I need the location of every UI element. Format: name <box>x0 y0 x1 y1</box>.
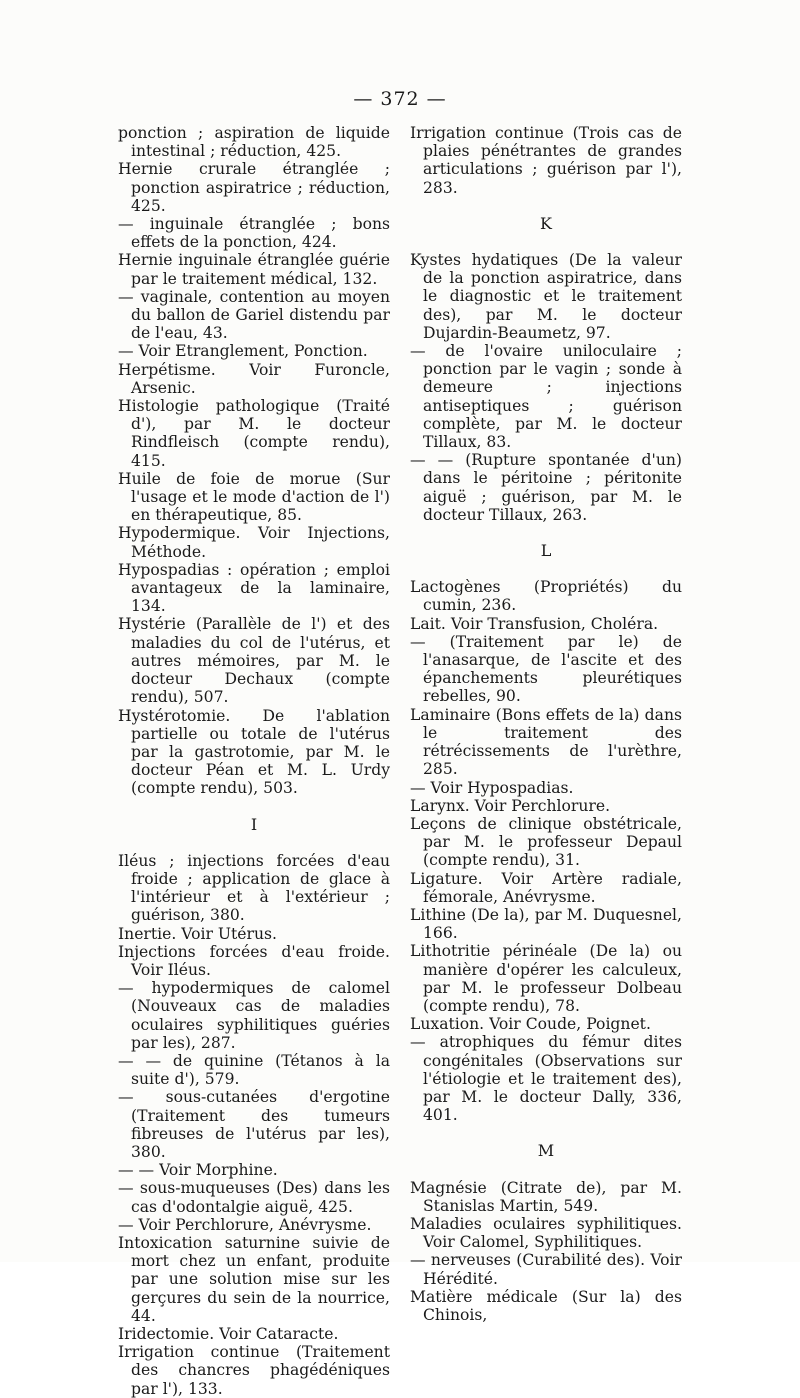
index-entry: Lithotritie périnéale (De la) ou manière d'opérer les calculeux, par M. le professeur Dolbeau (compte rendu), 78. <box>410 942 682 1015</box>
page-number: — 372 — <box>353 88 447 110</box>
index-entry: Lactogènes (Propriétés) du cumin, 236. <box>410 578 682 615</box>
section-letter-m: M <box>537 1141 555 1161</box>
index-entry: ponction ; aspiration de liquide intestinal ; réduction, 425. <box>118 124 390 161</box>
index-entry: Hystérotomie. De l'ablation partielle ou totale de l'utérus par la gastrotomie, par M. le docteur Péan et M. L. Urdy (compte rendu), 503. <box>118 706 390 798</box>
index-entry: Hernie crurale étranglée ; ponction aspiratrice ; réduction, 425. <box>118 160 390 215</box>
index-entry: Lait. Voir Transfusion, Choléra. <box>410 614 659 633</box>
index-entry: — Voir Perchlorure, Anévrysme. <box>118 1215 372 1234</box>
index-entry: — — (Rupture spontanée d'un) dans le péritoine ; péritonite aiguë ; guérison, par M. le docteur Tillaux, 263. <box>410 451 682 524</box>
index-entry: Kystes hydatiques (De la valeur de la ponction aspiratrice, dans le diagnostic et le traitement des), par M. le docteur Dujardin-Beaumetz, 97. <box>410 251 682 342</box>
index-entry: — (Traitement par le) de l'anasarque, de l'ascite et des épanchements pleurétiques rebelles, 90. <box>410 632 682 706</box>
entries-l-group <box>410 578 682 1124</box>
index-entry: Luxation. Voir Coude, Poignet. <box>410 1015 651 1034</box>
left-column <box>118 124 390 1398</box>
index-entry: Lithine (De la), par M. Duquesnel, 166. <box>410 905 682 943</box>
entries-i-group <box>118 852 390 1398</box>
entries-k-group <box>410 251 682 524</box>
index-entry: Hystérie (Parallèle de l') et des maladies du col de l'utérus, et autres mémoires, par M. le docteur Dechaux (compte rendu), 507. <box>118 615 390 707</box>
index-entry: — inguinale étranglée ; bons effets de la ponction, 424. <box>118 215 390 252</box>
index-entry: Inertie. Voir Utérus. <box>118 924 277 943</box>
index-entry: Hypospadias : opération ; emploi avantageux de la laminaire, 134. <box>118 560 390 616</box>
index-entry: — vaginale, contention au moyen du ballon de Gariel distendu par de l'eau, 43. <box>118 287 390 343</box>
index-entry: — sous-muqueuses (Des) dans les cas d'odontalgie aiguë, 425. <box>118 1179 390 1216</box>
index-entry: Hypodermique. Voir Injections, Méthode. <box>118 524 390 561</box>
section-letter-k: K <box>540 213 552 233</box>
index-entry: — nerveuses (Curabilité des). Voir Hérédité. <box>410 1251 682 1288</box>
index-entry: Laminaire (Bons effets de la) dans le traitement des rétrécissements de l'urèthre, 285. <box>410 705 682 779</box>
index-entry: — — de quinine (Tétanos à la suite d'), 579. <box>118 1051 390 1089</box>
index-entry: Iridectomie. Voir Cataracte. <box>118 1325 339 1343</box>
index-entry: Leçons de clinique obstétricale, par M. le professeur Depaul (compte rendu), 31. <box>410 814 682 870</box>
index-entry: — atrophiques du fémur dites congénitales (Observations sur l'étiologie et le traitement des), par M. le docteur Dally, 336, 401. <box>410 1033 682 1125</box>
index-entry: — sous-cutanées d'ergotine (Traitement des tumeurs fibreuses de l'utérus par les), 380. <box>118 1088 390 1161</box>
entries-top-group <box>410 124 682 197</box>
index-entry: Herpétisme. Voir Furoncle, Arsenic. <box>118 360 390 397</box>
index-entry: — Voir Hypospadias. <box>410 778 574 797</box>
index-entry: Ligature. Voir Artère radiale, fémorale, Anévrysme. <box>410 869 682 906</box>
index-entry: Magnésie (Citrate de), par M. Stanislas Martin, 549. <box>410 1178 682 1215</box>
index-entry: Irrigation continue (Traitement des chancres phagédéniques par l'), 133. <box>118 1343 390 1398</box>
section-letter-i: I <box>250 814 258 834</box>
index-entry: — de l'ovaire uniloculaire ; ponction par le vagin ; sonde à demeure ; injections antiseptiques ; guérison complète, par M. le docteur Tillaux, 83. <box>410 342 682 452</box>
index-entry: Larynx. Voir Perchlorure. <box>410 796 611 815</box>
right-column <box>410 124 682 1324</box>
index-entry: Irrigation continue (Trois cas de plaies pénétrantes de grandes articulations ; guérison par l'), 283. <box>410 124 682 197</box>
section-letter-l: L <box>540 541 552 561</box>
entries-h-group <box>118 124 390 798</box>
index-entry: — hypodermiques de calomel (Nouveaux cas de maladies oculaires syphilitiques guéries par les), 287. <box>118 979 390 1052</box>
index-entry: Maladies oculaires syphilitiques. Voir Calomel, Syphilitiques. <box>410 1214 682 1252</box>
index-entry: — — Voir Morphine. <box>118 1161 278 1180</box>
index-entry: Histologie pathologique (Traité d'), par M. le docteur Rindfleisch (compte rendu), 415. <box>118 397 390 470</box>
index-entry: Huile de foie de morue (Sur l'usage et le mode d'action de l') en thérapeutique, 85. <box>118 469 390 525</box>
entries-m-group <box>410 1179 682 1325</box>
index-entry: Injections forcées d'eau froide. Voir Iléus. <box>118 942 390 979</box>
index-entry: Matière médicale (Sur la) des Chinois, <box>410 1287 682 1324</box>
index-entry: Hernie inguinale étranglée guérie par le traitement médical, 132. <box>118 251 390 288</box>
index-entry: Iléus ; injections forcées d'eau froide ; application de glace à l'intérieur et à l'extérieur ; guérison, 380. <box>118 851 390 925</box>
index-entry: — Voir Etranglement, Ponction. <box>118 342 368 361</box>
index-entry: Intoxication saturnine suivie de mort chez un enfant, produite par une solution mise sur les gerçures du sein de la nourrice, 44. <box>118 1233 390 1325</box>
